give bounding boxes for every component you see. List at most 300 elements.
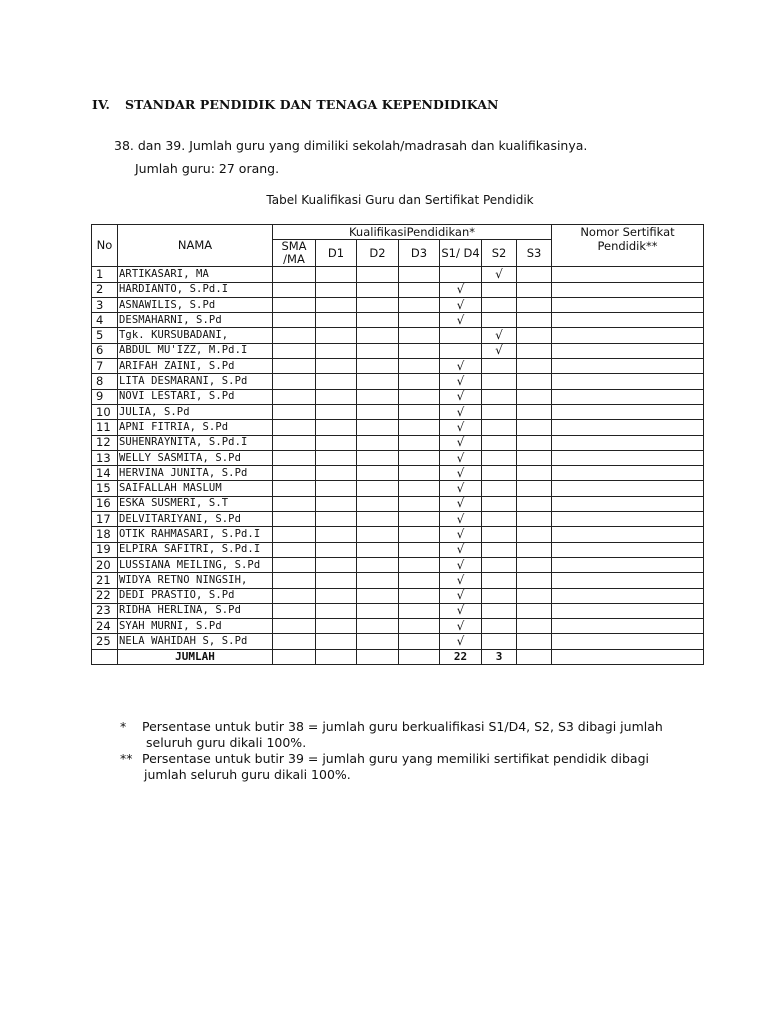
cell-d3 [399,557,440,572]
cell-sma [273,588,316,603]
teacher-name: RIDHA HERLINA, S.Pd [118,603,273,618]
row-number: 13 [92,450,118,465]
footnote-mark: * [120,719,127,734]
cell-s2 [482,313,517,328]
teacher-name: NOVI LESTARI, S.Pd [118,389,273,404]
cell-d3 [399,389,440,404]
cell-sertifikat [552,512,704,527]
total-d2 [357,649,399,664]
teacher-name: OTIK RAHMASARI, S.Pd.I [118,527,273,542]
cell-sma [273,557,316,572]
cell-sertifikat [552,573,704,588]
cell-d3 [399,573,440,588]
cell-sertifikat [552,450,704,465]
cell-d3 [399,450,440,465]
row-number: 16 [92,496,118,511]
table-row [92,267,704,282]
teacher-name: SUHENRAYNITA, S.Pd.I [118,435,273,450]
cell-d1 [316,542,357,557]
teacher-name: ABDUL MU'IZZ, M.Pd.I [118,343,273,358]
check-mark-s2: √ [482,328,517,343]
cell-s2 [482,619,517,634]
teacher-name: Tgk. KURSUBADANI, [118,328,273,343]
intro-line-2: Jumlah guru: 27 orang. [135,161,280,176]
cell-d2 [357,527,399,542]
section-title: STANDAR PENDIDIK DAN TENAGA KEPENDIDIKAN [125,97,499,112]
cell-sma [273,435,316,450]
cell-sma [273,282,316,297]
cell-d2 [357,374,399,389]
cell-s3 [517,619,552,634]
cell-d3 [399,313,440,328]
cell-d3 [399,481,440,496]
table-row [92,343,704,358]
table-body [92,267,704,665]
cell-d3 [399,466,440,481]
cell-d1 [316,359,357,374]
cell-d3 [399,374,440,389]
cell-sma [273,359,316,374]
row-number: 6 [92,343,118,358]
cell-sma [273,481,316,496]
section-heading [92,97,499,112]
cell-sma [273,573,316,588]
cell-d3 [399,527,440,542]
cell-d2 [357,588,399,603]
cell-sma [273,313,316,328]
check-mark-s1: √ [440,359,482,374]
teacher-name: ARTIKASARI, MA [118,267,273,282]
check-mark-s2: √ [482,343,517,358]
cell-d3 [399,588,440,603]
teacher-name: JULIA, S.Pd [118,404,273,419]
row-number: 23 [92,603,118,618]
cell-s2 [482,588,517,603]
cell-s3 [517,557,552,572]
cell-sma [273,466,316,481]
table-row [92,435,704,450]
row-number: 22 [92,588,118,603]
cell-s3 [517,374,552,389]
header-s3: S3 [517,240,552,267]
cell-s2 [482,359,517,374]
cell-d3 [399,542,440,557]
cell-d1 [316,313,357,328]
cell-s3 [517,282,552,297]
cell-s2 [482,450,517,465]
cell-s2 [482,496,517,511]
cell-d2 [357,603,399,618]
cell-d2 [357,573,399,588]
cell-d1 [316,496,357,511]
header-nama: NAMA [118,225,273,267]
teacher-name: DEDI PRASTIO, S.Pd [118,588,273,603]
cell-sertifikat [552,557,704,572]
footnote-text: jumlah seluruh guru dikali 100%. [144,767,351,782]
row-number: 8 [92,374,118,389]
table-row [92,313,704,328]
header-sma: SMA /MA [273,240,316,267]
cell-d2 [357,481,399,496]
row-number: 21 [92,573,118,588]
cell-d2 [357,359,399,374]
cell-d1 [316,603,357,618]
header-s1: S1/ D4 [440,240,482,267]
row-number: 11 [92,420,118,435]
check-mark-s1: √ [440,466,482,481]
header-d1: D1 [316,240,357,267]
row-number: 7 [92,359,118,374]
cell-d3 [399,603,440,618]
check-mark-s1: √ [440,542,482,557]
cell-d1 [316,267,357,282]
cell-sertifikat [552,481,704,496]
cell-d2 [357,512,399,527]
row-number: 4 [92,313,118,328]
cell-sertifikat [552,343,704,358]
cell-d3 [399,343,440,358]
table-row [92,466,704,481]
section-number: IV. [92,97,111,112]
row-number: 18 [92,527,118,542]
cell-sma [273,420,316,435]
check-mark-s1: √ [440,297,482,312]
cell-d3 [399,619,440,634]
cell-s3 [517,404,552,419]
cell-d1 [316,573,357,588]
cell-s2 [482,389,517,404]
total-cell-empty [92,649,118,664]
table-row [92,389,704,404]
cell-sertifikat [552,282,704,297]
teacher-name: WELLY SASMITA, S.Pd [118,450,273,465]
cell-sma [273,267,316,282]
total-row [92,649,704,664]
cell-d2 [357,466,399,481]
cell-d1 [316,404,357,419]
row-number: 12 [92,435,118,450]
cell-d3 [399,496,440,511]
cell-d2 [357,343,399,358]
cell-s3 [517,634,552,649]
header-sertifikat: Nomor Sertifikat Pendidik** [552,225,704,267]
table-row [92,450,704,465]
cell-d2 [357,420,399,435]
header-s2: S2 [482,240,517,267]
teacher-name: ELPIRA SAFITRI, S.Pd.I [118,542,273,557]
cell-d1 [316,297,357,312]
cell-sma [273,450,316,465]
header-kualifikasi: KualifikasiPendidikan* [273,225,552,240]
header-no: No [92,225,118,267]
check-mark-s1: √ [440,557,482,572]
cell-s3 [517,343,552,358]
cell-sma [273,374,316,389]
check-mark-s1: √ [440,313,482,328]
cell-d1 [316,557,357,572]
row-number: 15 [92,481,118,496]
cell-s3 [517,542,552,557]
teacher-name: LITA DESMARANI, S.Pd [118,374,273,389]
teacher-name: HARDIANTO, S.Pd.I [118,282,273,297]
cell-s3 [517,512,552,527]
cell-s2 [482,603,517,618]
total-d1 [316,649,357,664]
teacher-name: DELVITARIYANI, S.Pd [118,512,273,527]
table-row [92,619,704,634]
cell-s2 [482,512,517,527]
cell-sertifikat [552,634,704,649]
cell-d2 [357,267,399,282]
row-number: 20 [92,557,118,572]
table-row [92,420,704,435]
cell-d2 [357,634,399,649]
check-mark-s1: √ [440,573,482,588]
row-number: 17 [92,512,118,527]
table-row [92,527,704,542]
row-number: 14 [92,466,118,481]
cell-s2 [482,527,517,542]
cell-sertifikat [552,496,704,511]
cell-sma [273,328,316,343]
cell-d1 [316,481,357,496]
cell-s3 [517,496,552,511]
check-mark-s1: √ [440,404,482,419]
teacher-name: ARIFAH ZAINI, S.Pd [118,359,273,374]
cell-d1 [316,512,357,527]
cell-sma [273,634,316,649]
cell-d3 [399,404,440,419]
table-row [92,374,704,389]
cell-s3 [517,328,552,343]
footnotes [120,719,678,783]
table-row [92,512,704,527]
teacher-name: WIDYA RETNO NINGSIH, [118,573,273,588]
header-d2: D2 [357,240,399,267]
cell-d1 [316,389,357,404]
cell-s2 [482,435,517,450]
cell-sertifikat [552,313,704,328]
cell-sertifikat [552,359,704,374]
teacher-name: SYAH MURNI, S.Pd [118,619,273,634]
cell-sertifikat [552,435,704,450]
row-number: 3 [92,297,118,312]
total-d3 [399,649,440,664]
cell-sma [273,542,316,557]
cell-s2 [482,481,517,496]
total-s3 [517,649,552,664]
cell-s3 [517,389,552,404]
cell-sertifikat [552,619,704,634]
check-mark-s1: √ [440,481,482,496]
table-row [92,634,704,649]
check-mark-s1: √ [440,512,482,527]
check-mark-s1: √ [440,588,482,603]
cell-sma [273,404,316,419]
cell-d1 [316,588,357,603]
cell-sertifikat [552,328,704,343]
intro-line-1: 38. dan 39. Jumlah guru yang dimiliki sekolah/madrasah dan kualifikasinya. [114,138,588,153]
footnote-mark: ** [120,751,133,766]
cell-s1 [440,267,482,282]
cell-d1 [316,619,357,634]
cell-s2 [482,634,517,649]
cell-sertifikat [552,527,704,542]
cell-sertifikat [552,542,704,557]
cell-sma [273,512,316,527]
cell-sertifikat [552,588,704,603]
cell-s3 [517,435,552,450]
teacher-name: HERVINA JUNITA, S.Pd [118,466,273,481]
total-sertifikat [552,649,704,664]
cell-s3 [517,588,552,603]
check-mark-s1: √ [440,282,482,297]
teacher-name: SAIFALLAH MASLUM [118,481,273,496]
cell-d2 [357,389,399,404]
cell-sma [273,619,316,634]
cell-s3 [517,481,552,496]
row-number: 24 [92,619,118,634]
table-row [92,573,704,588]
cell-s3 [517,466,552,481]
cell-d1 [316,343,357,358]
table-row [92,603,704,618]
cell-s2 [482,404,517,419]
teacher-name: NELA WAHIDAH S, S.Pd [118,634,273,649]
cell-d1 [316,450,357,465]
cell-d2 [357,435,399,450]
cell-s2 [482,297,517,312]
cell-sertifikat [552,466,704,481]
total-s2: 3 [482,649,517,664]
cell-s2 [482,542,517,557]
cell-sma [273,527,316,542]
cell-d3 [399,512,440,527]
teacher-name: ESKA SUSMERI, S.T [118,496,273,511]
check-mark-s2: √ [482,267,517,282]
cell-d1 [316,466,357,481]
cell-s3 [517,420,552,435]
cell-s2 [482,573,517,588]
check-mark-s1: √ [440,527,482,542]
table-row [92,359,704,374]
check-mark-s1: √ [440,420,482,435]
cell-sertifikat [552,389,704,404]
cell-d1 [316,435,357,450]
check-mark-s1: √ [440,496,482,511]
cell-d2 [357,619,399,634]
teacher-name: LUSSIANA MEILING, S.Pd [118,557,273,572]
cell-d3 [399,420,440,435]
cell-sma [273,297,316,312]
cell-sma [273,603,316,618]
table-row [92,404,704,419]
total-sma [273,649,316,664]
cell-s3 [517,267,552,282]
cell-s2 [482,282,517,297]
cell-d3 [399,359,440,374]
footnote-text: Persentase untuk butir 39 = jumlah guru yang memiliki sertifikat pendidik dibagi [142,751,649,766]
cell-sertifikat [552,420,704,435]
cell-s1 [440,328,482,343]
row-number: 2 [92,282,118,297]
row-number: 25 [92,634,118,649]
cell-s3 [517,297,552,312]
table-row [92,328,704,343]
table-row [92,297,704,312]
cell-s3 [517,603,552,618]
row-number: 5 [92,328,118,343]
cell-d1 [316,374,357,389]
footnote-2 [120,751,678,783]
cell-d3 [399,328,440,343]
check-mark-s1: √ [440,435,482,450]
row-number: 10 [92,404,118,419]
teacher-name: APNI FITRIA, S.Pd [118,420,273,435]
cell-s3 [517,573,552,588]
cell-d2 [357,557,399,572]
row-number: 19 [92,542,118,557]
table-caption: Tabel Kualifikasi Guru dan Sertifikat Pendidik [266,193,534,207]
cell-s3 [517,450,552,465]
cell-sertifikat [552,374,704,389]
cell-d3 [399,297,440,312]
cell-s1 [440,343,482,358]
check-mark-s1: √ [440,450,482,465]
cell-d1 [316,420,357,435]
cell-s3 [517,527,552,542]
cell-d2 [357,450,399,465]
cell-d1 [316,328,357,343]
cell-d2 [357,297,399,312]
cell-d3 [399,267,440,282]
table-row [92,542,704,557]
check-mark-s1: √ [440,603,482,618]
cell-d2 [357,313,399,328]
cell-s2 [482,420,517,435]
cell-d1 [316,282,357,297]
cell-s3 [517,313,552,328]
cell-d1 [316,527,357,542]
table-row [92,282,704,297]
cell-sertifikat [552,404,704,419]
footnote-text: seluruh guru dikali 100%. [146,735,307,750]
cell-d2 [357,542,399,557]
check-mark-s1: √ [440,619,482,634]
cell-d3 [399,435,440,450]
teacher-name: DESMAHARNI, S.Pd [118,313,273,328]
cell-sma [273,496,316,511]
total-label: JUMLAH [118,649,273,664]
header-d3: D3 [399,240,440,267]
cell-sertifikat [552,297,704,312]
cell-s2 [482,466,517,481]
cell-d3 [399,634,440,649]
cell-d2 [357,404,399,419]
table-row [92,481,704,496]
cell-s2 [482,557,517,572]
check-mark-s1: √ [440,389,482,404]
teacher-name: ASNAWILIS, S.Pd [118,297,273,312]
cell-s3 [517,359,552,374]
table-row [92,588,704,603]
total-s1: 22 [440,649,482,664]
cell-sma [273,389,316,404]
cell-d2 [357,328,399,343]
cell-d2 [357,496,399,511]
cell-d2 [357,282,399,297]
cell-sertifikat [552,603,704,618]
